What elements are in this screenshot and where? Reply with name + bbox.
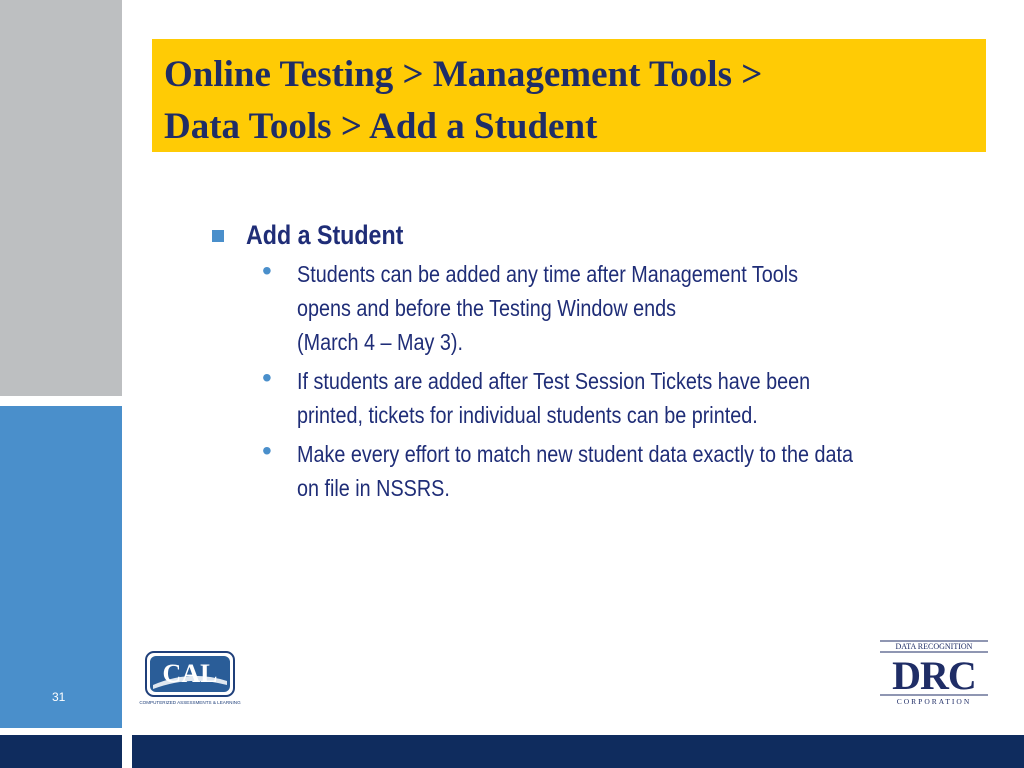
slide-title-line-1: Online Testing > Management Tools >: [164, 54, 763, 95]
cal-logo-subtext: COMPUTERIZED ASSESSMENTS & LEARNING: [139, 700, 241, 705]
title-banner: [152, 39, 986, 152]
drc-logo-bottom-text: CORPORATION: [896, 697, 972, 706]
list-item: [262, 364, 972, 432]
slide-title-line-2: Data Tools > Add a Student: [164, 106, 598, 147]
section-heading: Add a Student: [246, 220, 404, 250]
drc-logo: [878, 639, 990, 707]
list-item: [262, 437, 972, 505]
bullet-text: Make every effort to match new student data exactly to the data on file in NSSRS.: [297, 441, 853, 501]
square-bullet-icon: [212, 230, 224, 242]
left-blue-panel: [0, 406, 122, 728]
bullet-dot-icon: •: [262, 255, 272, 286]
bullet-text: If students are added after Test Session Tickets have been printed, tickets for individual students can be printed.: [297, 368, 811, 428]
bottom-bar-left: [0, 735, 122, 768]
bottom-bar: [132, 735, 1024, 768]
drc-logo-text: DRC: [892, 653, 976, 698]
bullet-dot-icon: •: [262, 435, 272, 466]
bullet-list: [212, 257, 972, 505]
bullet-dot-icon: •: [262, 362, 272, 393]
slide-number: 31: [52, 690, 66, 704]
list-item: [262, 257, 972, 359]
drc-logo-top-text: DATA RECOGNITION: [895, 642, 973, 651]
left-gray-panel: [0, 0, 122, 396]
cal-logo-text: CAL: [162, 659, 218, 688]
cal-logo: [139, 651, 241, 707]
heading-bullet: [212, 220, 972, 251]
bullet-text: Students can be added any time after Management Tools opens and before the Testing Window ends (March 4 – May 3).: [297, 261, 799, 355]
slide-content: [212, 220, 972, 510]
